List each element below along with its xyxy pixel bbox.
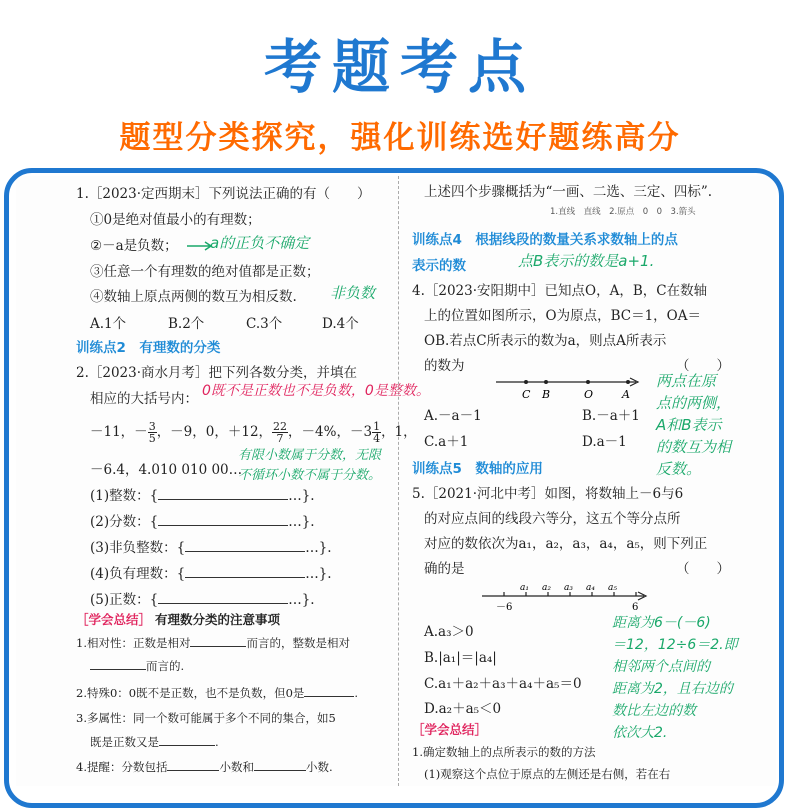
- column-divider: [398, 176, 399, 786]
- q4-handwritten-note-b: 点B表示的数是a+1.: [518, 252, 655, 270]
- q2-number-list: [90, 420, 417, 444]
- q5-option-d: D.a₂＋a₅＜0: [424, 701, 502, 717]
- q4-point-c: [524, 380, 528, 384]
- section-heading-2: 训练点2 有理数的分类: [76, 340, 221, 356]
- arrow-icon: [185, 240, 215, 252]
- q4-line-2: 上的位置如图所示，O为原点，BC＝1，OA＝: [424, 308, 701, 324]
- q5-number-line: [480, 580, 650, 616]
- q1-item-1: ①0是绝对值最小的有理数；: [90, 212, 261, 228]
- q4-handwritten-note: 两点在原 点的两侧， A和B表示 的数互为相 反数。: [656, 372, 732, 478]
- q1-handwritten-note-a: a的正负不确定: [210, 234, 310, 252]
- q2-nums-e: －6.4，4.010 010 00…: [90, 462, 243, 478]
- q5-label-neg6: －6: [496, 602, 513, 613]
- q5-label-a4: a₄: [586, 583, 595, 593]
- q1-item-2: ②－a是负数；: [90, 238, 178, 254]
- q4-point-b: [544, 380, 548, 384]
- right-top-line: 上述四个步骤概括为“一画、二选、三定、四标”.: [424, 184, 713, 200]
- q2-handwritten-note-frac-1: 有限小数属于分数，无限: [238, 448, 382, 463]
- right-summary-heading: [412, 720, 487, 738]
- q5-handwritten-note: 距离为6－(－6) ＝12，12÷6＝2.即 相邻两个点间的 距离为2，且右边的 数比左边的数 依次大2.: [612, 615, 738, 741]
- q2-nums-b: ，－9，0，＋12，: [156, 424, 273, 440]
- q2-stem-1: 2.［2023·商水月考］把下列各数分类，并填在: [76, 365, 358, 381]
- q5-option-c: C.a₁＋a₂＋a₃＋a₄＋a₅＝0: [424, 676, 582, 692]
- summary-line-4: 4.提醒：分数包括 小数和 小数.: [76, 760, 333, 774]
- q4-label-c: C: [522, 388, 531, 401]
- q2-handwritten-note-zero: 0既不是正数也不是负数，0是整数。: [202, 383, 430, 399]
- q4-number-line: [494, 372, 644, 402]
- q5-label-a1: a₁: [520, 583, 529, 593]
- q1-handwritten-note-b: 非负数: [330, 284, 376, 302]
- q4-label-b: B: [542, 388, 551, 401]
- q4-point-a: [626, 380, 630, 384]
- q2-answer-2: (2)分数：{ …}.: [90, 514, 315, 530]
- q5-answer-paren: （ ）: [676, 561, 730, 577]
- q2-handwritten-note-frac-2: 不循环小数不属于分数。: [238, 468, 382, 483]
- summary-line-1b: 而言的.: [90, 657, 184, 674]
- subtitle: 题型分类探究，强化训练选好题练高分: [119, 120, 681, 156]
- section-heading-4a: 训练点4 根据线段的数量关系求数轴上的点: [412, 232, 678, 248]
- section-heading-5: 训练点5 数轴的应用: [412, 461, 543, 477]
- right-summary-line-1: 1.确定数轴上的点所表示的数的方法: [412, 745, 596, 759]
- right-answer-line: 1.直线 直线 2.原点 0 0 3.箭头: [550, 207, 696, 217]
- q4-option-c: C.a＋1: [424, 434, 469, 450]
- summary-line-3b: 既是正数又是 .: [90, 735, 219, 749]
- right-summary-tag: ［学会总结］: [412, 722, 488, 737]
- q5-label-a2: a₂: [542, 583, 551, 593]
- q1-option-d: D.4个: [322, 316, 359, 332]
- q2-answer-1: (1)整数：{ …}.: [90, 488, 315, 504]
- q2-frac-1: $\frac{3}{5}$: [148, 420, 156, 445]
- q2-nums-a: －11，－: [90, 424, 148, 440]
- q5-line-1: 5.［2021·河北中考］如图，将数轴上－6与6: [412, 486, 684, 502]
- q1-option-a: A.1个: [90, 316, 127, 332]
- q5-line-3: 对应的数依次为a₁，a₂，a₃，a₄，a₅，则下列正: [424, 536, 708, 552]
- q2-frac-3: $\frac{1}{4}$: [373, 420, 381, 445]
- left-summary-heading: [76, 610, 280, 628]
- q2-frac-2: $\frac{22}{7}$: [273, 420, 288, 445]
- section-heading-4b: 表示的数: [412, 258, 466, 274]
- q4-line-4: 的数为: [424, 358, 465, 374]
- q5-line-4: 确的是: [424, 561, 465, 577]
- q4-point-o: [586, 380, 590, 384]
- q4-option-b: B.－a＋1: [582, 408, 640, 424]
- q2-answer-4: (4)负有理数：{ …}.: [90, 566, 332, 582]
- q5-label-a5: a₅: [608, 583, 617, 593]
- summary-line-3a: 3.多属性：同一个数可能属于多个不同的集合，如5: [76, 711, 336, 725]
- q1-item-4: ④数轴上原点两侧的数互为相反数.: [90, 289, 297, 305]
- q4-option-d: D.a－1: [582, 434, 627, 450]
- left-summary-title: 有理数分类的注意事项: [155, 612, 281, 627]
- q5-label-6: 6: [632, 602, 639, 613]
- q1-option-b: B.2个: [168, 316, 205, 332]
- q2-nums-c: ，－4%，－3: [288, 424, 373, 440]
- q1-item-3: ③任意一个有理数的绝对值都是正数；: [90, 264, 320, 280]
- q5-label-a3: a₃: [564, 583, 573, 593]
- q4-answer-paren: （ ）: [676, 358, 730, 374]
- q4-option-a: A.－a－1: [424, 408, 482, 424]
- q5-option-b: B.|a₁|＝|a₄|: [424, 650, 497, 666]
- left-summary-tag: ［学会总结］: [76, 612, 152, 627]
- q2-nums-d: ，1，: [381, 424, 417, 440]
- q2-stem-2: 相应的大括号内：: [90, 391, 198, 407]
- q4-label-o: O: [584, 388, 594, 401]
- main-title: 考题考点: [263, 33, 536, 101]
- q4-label-a: A: [622, 388, 630, 401]
- q5-line-2: 的对应点间的线段六等分，这五个等分点所: [424, 511, 681, 527]
- q4-line-3: OB.若点C所表示的数为a，则点A所表示: [424, 333, 667, 349]
- q2-answer-5: (5)正数：{ …}.: [90, 592, 315, 608]
- q2-answer-3: (3)非负整数：{ …}.: [90, 540, 332, 556]
- q1-stem: 1.［2023·定西期末］下列说法正确的有（ ）: [76, 186, 371, 202]
- summary-line-1a: 1.相对性：正数是相对 而言的，整数是相对: [76, 636, 350, 650]
- right-summary-line-2: (1)观察这个点位于原点的左侧还是右侧，若在右: [424, 767, 671, 781]
- summary-line-2: 2.特殊0：0既不是正数，也不是负数，但0是 .: [76, 686, 359, 700]
- q5-option-a: A.a₃＞0: [424, 624, 474, 640]
- q4-line-1: 4.［2023·安阳期中］已知点O，A，B，C在数轴: [412, 283, 708, 299]
- q1-option-c: C.3个: [246, 316, 283, 332]
